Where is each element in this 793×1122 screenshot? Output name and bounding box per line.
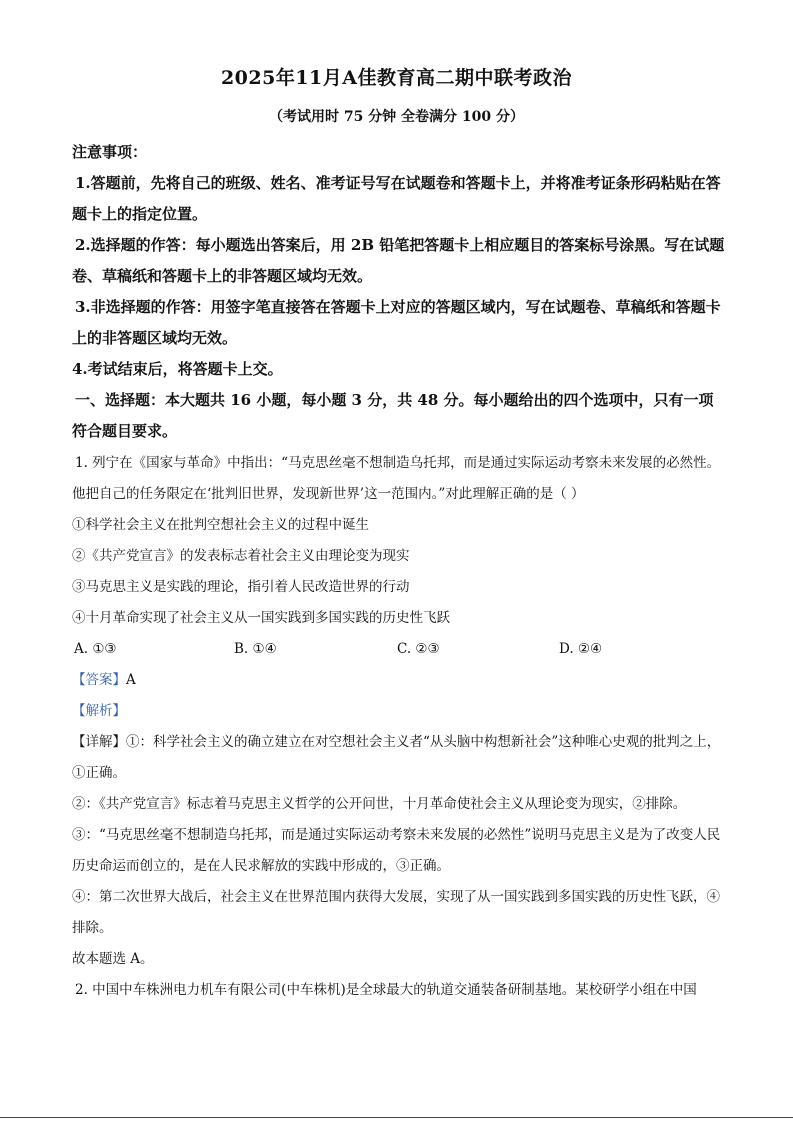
option-d: D. ②④ [559,641,603,657]
notice-item: 3.非选择题的作答：用签字笔直接答在答题卡上对应的答题区域内，写在试题卷、草稿纸和答题卡上的非答题区域均无效。 [72,298,721,347]
option-a: A. ①③ [74,641,117,657]
notice-heading: 注意事项： [72,143,148,161]
option-c: C. ②③ [397,641,440,657]
statement-item: ②《共产党宣言》的发表标志着社会主义由理论变为现实 [72,548,410,564]
statement-item: ④十月革命实现了社会主义从一国实践到多国实践的历史性飞跃 [72,610,450,626]
answer-options [72,634,727,665]
answer-line [72,665,727,696]
exam-subtitle: （考试用时 75 分钟 全卷满分 100 分） [268,109,525,125]
analysis-tag: 【解析】 [72,703,126,719]
notice-block [72,137,727,447]
notice-item: 2.选择题的作答：每小题选出答案后，用 2B 铅笔把答题卡上相应题目的答案标号涂黑。写在试题卷、草稿纸和答题卡上的非答题区域均无效。 [72,236,725,285]
detail-paragraph [72,727,727,789]
question-2-stem: 2. 中国中车株洲电力机车有限公司(中车株机)是全球最大的轨道交通装备研制基地。某校研学小组在中国 [75,982,697,998]
notice-item: 1.答题前，先将自己的班级、姓名、准考证号写在试题卷和答题卡上，并将准考证条形码粘贴在答题卡上的指定位置。 [72,174,721,223]
question-stem: 1. 列宁在《国家与革命》中指出：“马克思丝毫不想制造乌托邦，而是通过实际运动考察未来发展的必然性。他把自己的任务限定在‘批判旧世界，发现新世界’这一范围内。”对此理解正确的是（ ） [72,455,721,502]
statement-item: ①科学社会主义在批判空想社会主义的过程中诞生 [72,517,369,533]
option-b: B. ①④ [234,641,277,657]
detail-tag: 【详解】 [72,734,126,750]
detail-text: ①：科学社会主义的确立建立在对空想社会主义者“从头脑中构想新社会”这种唯心史观的批判之上，①正确。 [72,734,721,781]
conclusion: 故本题选 A。 [72,951,154,967]
notice-item: 4.考试结束后，将答题卡上交。 [72,360,283,378]
section-heading: 一、选择题：本大题共 16 小题，每小题 3 分，共 48 分。每小题给出的四个选项中，只有一项符合题目要求。 [72,391,714,440]
question-1 [72,448,727,1006]
page-title: 2025年11月A佳教育高二期中联考政治 [220,67,573,89]
answer-tag: 【答案】 [72,672,126,688]
statement-item: ③马克思主义是实践的理论，指引着人民改造世界的行动 [72,579,410,595]
detail-paragraph: ③：“马克思丝毫不想制造乌托邦，而是通过实际运动考察未来发展的必然性”说明马克思主义是为了改变人民历史命运而创立的，是在人民求解放的实践中形成的，③正确。 [72,827,721,874]
answer-value: A [126,672,136,688]
detail-paragraph: ②：《共产党宣言》标志着马克思主义哲学的公开问世，十月革命使社会主义从理论变为现实，②排除。 [72,796,687,812]
detail-paragraph: ④：第二次世界大战后，社会主义在世界范围内获得大发展，实现了从一国实践到多国实践的历史性飞跃，④排除。 [72,889,720,936]
page-bottom-rule [0,1117,793,1118]
